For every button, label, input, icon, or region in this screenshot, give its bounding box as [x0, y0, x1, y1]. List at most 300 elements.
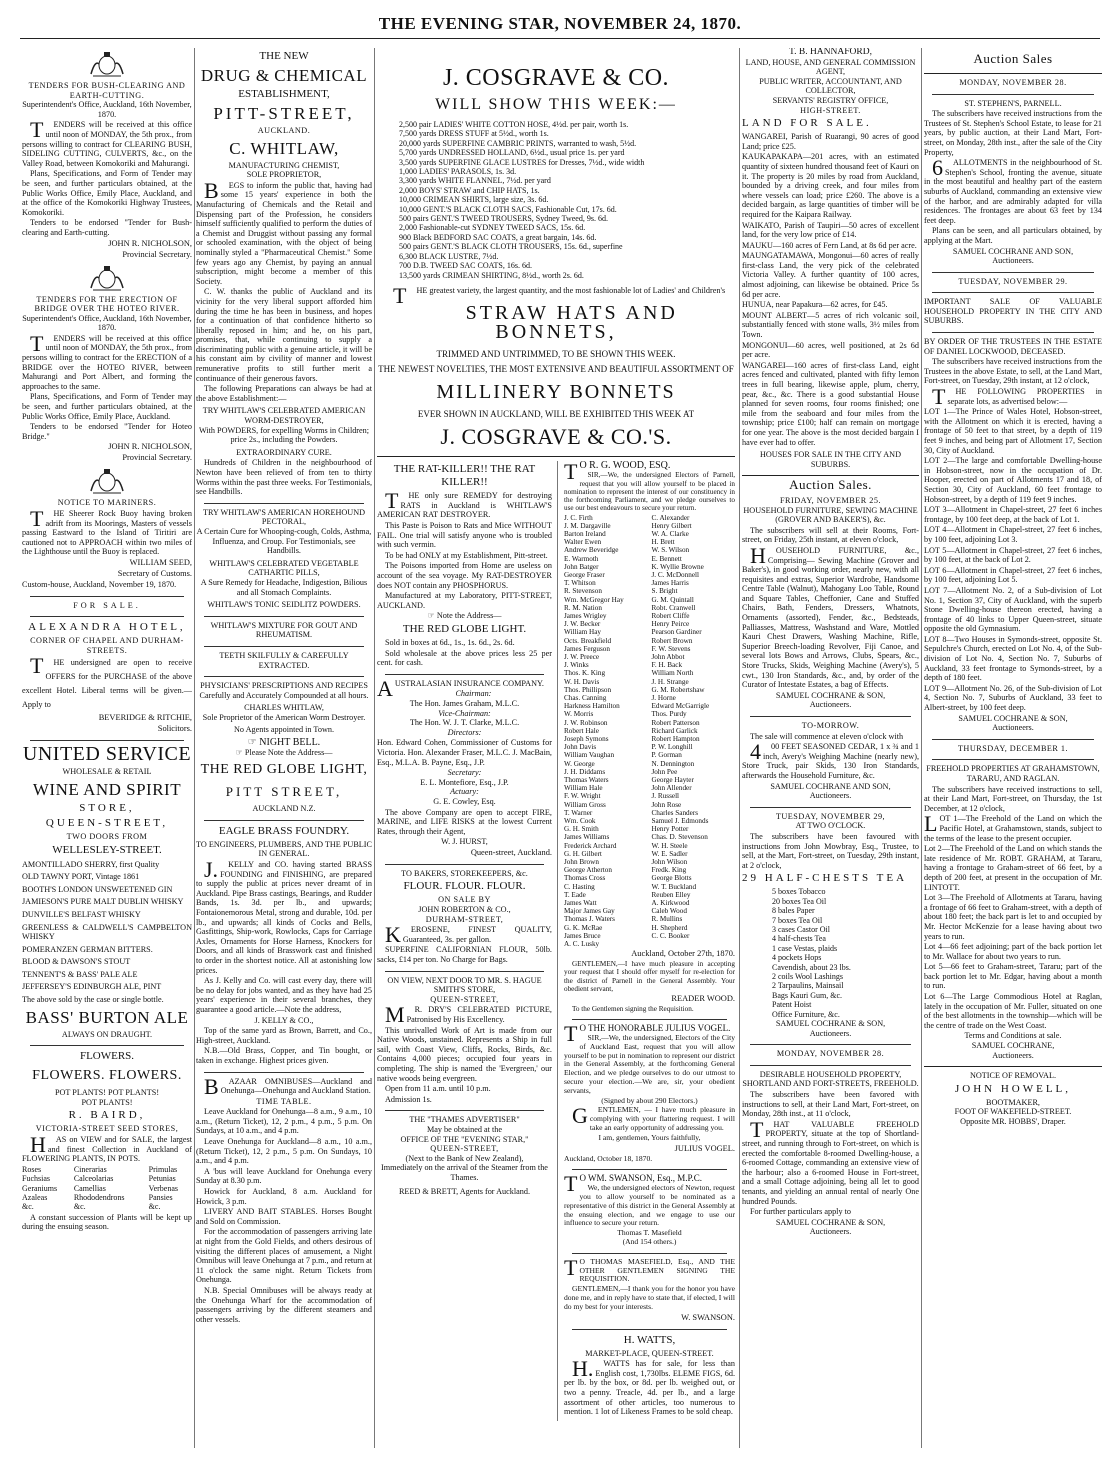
ad-title: ON VIEW, NEXT DOOR TO MR. S. HAGUE SMITH'S STORE, — [387, 975, 542, 995]
property-lot: Lot 4—66 feet adjoining; part of the back portion let to Mr. Wallace for about two years to run. — [924, 942, 1102, 961]
ad-body: MR. DRY'S CELEBRATED PICTURE, Patronised by His Excellency. — [385, 1002, 552, 1028]
signatory-name: R. Mullins — [651, 915, 683, 924]
ad-body: (Signed by about 290 Electors.) — [601, 1095, 698, 1105]
property-lot: Lot 6—The Large Commodious Hotel at Raglan, lately in the occupation of Mr. Fuller, situated on one of the best allotments in the township—which will be the centre of trade on the West Coast. — [924, 992, 1102, 1030]
list-item: 2 Tarpaulins, Mainsail — [772, 981, 844, 991]
terms-note: Terms and Conditions at sale. — [964, 1031, 1062, 1041]
signatory-name: W. E. Sadler — [651, 849, 688, 858]
ad-auction-monday — [742, 1049, 919, 1237]
signatory-name: W. T. Buckland — [651, 882, 697, 891]
drug-role: SOLE PROPRIETOR, — [246, 170, 322, 180]
royal-crest-icon — [87, 467, 127, 495]
list-item: 4 pockets Hops — [772, 953, 822, 963]
ad-signature-title: Auctioneers. — [809, 1028, 852, 1038]
signatory-name: Chas. D. Stevenson — [651, 833, 708, 842]
divider — [204, 820, 364, 821]
merchant-street: DURHAM-STREET, — [425, 914, 504, 924]
list-item: 3,300 yards WHITE FLANNEL, 7½d. per yard — [399, 176, 551, 186]
signatory-name: N. Dennington — [651, 759, 695, 768]
ad-body: I am, gentlemen, Yours faithfully, — [598, 1132, 701, 1142]
ad-title: AUSTRALASIAN INSURANCE COMPANY. — [377, 675, 544, 701]
role-name: The Hon. W. J. T. Clarke, M.L.C. — [409, 718, 520, 728]
ad-body: 6ALLOTMENTS in the neighbourhood of St. Stephen's School, fronting the avenue, situate in the most beautiful and healthy part of the eastern suburbs of Auckland, commanding an extensive view of the harbor, and are admirably adapted for villa residences. The frontages are about 63 feet by 134 feet deep. — [924, 155, 1102, 225]
property-lot: LOT 9—Allotment No. 26, of the Sub-division of Lot 4, Section No. 7, Suburbs of Auckland, 33 feet to Albert-street, by 100 feet deep. — [924, 683, 1102, 713]
land-lot: HUNUA, near Papakura—62 acres, for £45. — [742, 300, 888, 310]
signatory-name: John Pee — [651, 767, 678, 776]
ad-title: EAGLE BRASS FOUNDRY. — [218, 824, 350, 837]
ad-signature-title: Sole Proprietor of the American Worm Destroyer. — [202, 712, 366, 722]
signatory-name: Reuben Elley — [651, 890, 691, 899]
store-title: UNITED SERVICE — [22, 743, 192, 766]
ad-body: GENTLEMEN,—I have much pleasure in accepting your request that I should offer myself for re-election for the district of Parnell in the General Assembly. Your obedient servant, — [563, 960, 735, 993]
ad-cosgrave — [377, 64, 735, 450]
divider — [385, 674, 544, 675]
role-label: Actuary: — [450, 787, 479, 797]
signatory-name: F. H. Back — [651, 661, 683, 670]
table-row — [22, 1165, 192, 1174]
product-desc: A Certain Cure for Whooping-cough, Colds, Asthma, Influenza, and Croup. For Testimonials, see Handbills. — [196, 526, 372, 556]
store-note: The above sold by the case or single bottle. — [22, 995, 164, 1005]
ad-subtitle: TO ENGINEERS, PLUMBERS, AND THE PUBLIC IN GENERAL. — [196, 839, 372, 859]
ad-signature: Thomas T. Masefield — [617, 1228, 682, 1238]
ad-flour — [377, 869, 552, 965]
ad-signature-title: Auctioneers. — [809, 1227, 852, 1237]
ad-body: BEGS to inform the public that, having had some 15 years' experience in both the Manufacturing of Chemicals and the Retail and Dispensing part of the Profession, he considers himself sufficiently qualified to perform the duties of a Chemist and Druggist without passing any formal or schooled examination, with the object of being nominally styled a "Pharmaceutical Chemist." Some few years ago any Chemist, by paying an annual subscription, might become a member of this Society. — [196, 177, 372, 286]
divider — [750, 716, 911, 717]
ad-title: H. WATTS, — [623, 1333, 676, 1346]
ad-body: The following Preparations can always be had at the above Establishment:— — [196, 384, 372, 403]
property-lot: LOT 1—The Prince of Wales Hotel, Hobson-street, with the Allotment on which it is erected, having a frontage of 50 feet to that street, by a depth of 119 feet 9 inches, and being part of Allotment 17, Section 30, City of Auckland. — [924, 407, 1102, 455]
table-cell: Camellias — [73, 1183, 106, 1193]
ad-body: Leave Auckland for Onehunga—8 a.m., 9 a.m., 10 a.m., (Return Ticket), 12, 2 p.m., 4 p.m., 5 p.m. On Sundays, at 10 a.m., and 4 p.m. — [196, 1107, 372, 1136]
list-item: 2,000 Fashionable-cut SYDNEY TWEED SACS, 15s. 6d. — [399, 223, 586, 233]
signatory-name: John Batger — [563, 562, 599, 571]
drug-name: C. WHITLAW, — [229, 138, 339, 158]
list-item: 2 coils Wool Lashings — [772, 971, 843, 981]
store-title: BASS' BURTON ALE — [25, 1007, 189, 1027]
ad-subtitle: MARKET-PLACE, QUEEN-STREET. — [585, 1348, 714, 1358]
bootmaker-name: JOHN HOWELL, — [954, 1082, 1072, 1095]
ad-body: THE only sure REMEDY for destroying RATS in Auckland is WHITLAW'S AMERICAN RAT DESTROYER. — [377, 488, 552, 520]
list-item: 6,300 BLACK LUSTRE, 7½d. — [399, 251, 499, 261]
ad-body: The subscribers have received instructions from the Trustees of St. Stephen's School Estate, to lease for 21 years, by public auction, at their Land Mart, Fort-street, on Monday, 28th inst., after the sale of the City Property, — [924, 109, 1102, 157]
signatory-name: James Ferguson — [563, 644, 610, 653]
ad-title: TO THOMAS MASEFIELD, Esq., AND THE OTHER GENTLEMEN SIGNING THE REQUISITION. — [563, 1254, 735, 1284]
role-name: E. L. Montefiore, Esq., J.P. — [420, 777, 509, 787]
store-item: JEFFERSEY'S EDINBURGH ALE, PINT — [22, 982, 162, 992]
divider — [204, 503, 364, 504]
divider — [750, 807, 911, 808]
ad-date: Custom-house, Auckland, November 19, 1870. — [22, 579, 177, 589]
store-item: BOOTH'S LONDON UNSWEETENED GIN — [22, 884, 173, 894]
ad-body: This Paste is Poison to Rats and Mice WITHOUT FAIL. One trial will satisfy anyone who is troubled with such vermin. — [377, 521, 552, 550]
signatory-name: Samuel J. Edmonds — [651, 817, 709, 826]
drug-role: MANUFACTURING CHEMIST, — [228, 160, 340, 170]
ad-title: FOR SALE. — [73, 600, 141, 610]
ad-body: Plans, Specifications, and Form of Tender may be seen, and further particulars obtained, at the Public Works Office, Emily Place, Auckland, and at the office of the Komokoriki Highway Trustees, Komokoriki. — [22, 169, 192, 217]
ad-auction-tuesday — [742, 812, 919, 1038]
signatory-name: Henry Gilbert — [651, 521, 692, 530]
ad-title: THE "THAMES ADVERTISER" — [409, 1115, 520, 1125]
ad-eagle-brass — [196, 825, 372, 1066]
ad-title: TO WM. SWANSON, Esq., M.P.C. — [563, 1171, 703, 1197]
sale-date: TUESDAY, NOVEMBER 29. — [958, 276, 1068, 286]
signatory-name: Robert Cliffe — [651, 611, 690, 620]
property-lot: Lot 5—66 feet to Graham-street, Tararu; part of the back portion let to Mr. Edgar, having about a month to run. — [924, 962, 1102, 991]
ad-insurance — [377, 675, 552, 858]
signatory-name: John Wilson — [651, 858, 688, 867]
ad-united-service — [22, 745, 192, 1039]
globe-title: THE RED GLOBE LIGHT. — [402, 623, 527, 635]
signatory-name: John Davis — [563, 743, 597, 752]
table-row — [22, 1174, 192, 1183]
signatory-name: James Bruce — [563, 931, 601, 940]
table-cell: Primulas — [148, 1164, 178, 1174]
ad-body: Immediately on the arrival of the Steamer from the Thames. — [381, 1163, 548, 1182]
list-item: 500 pairs GENT.'S TWEED TROUSERS, Sydney Tweed, 9s. 6d. — [399, 214, 608, 224]
divider — [30, 1045, 184, 1046]
signatory-name: George Atherton — [563, 866, 612, 875]
ad-body: To the Gentlemen signing the Requisition. — [571, 1005, 694, 1014]
column-divider — [739, 48, 740, 1448]
ad-hannaford — [742, 48, 919, 469]
list-item: 20 boxes Tea Oil — [772, 896, 827, 906]
list-item: 7 boxes Tea Oil — [772, 915, 823, 925]
store-sub: ALWAYS ON DRAUGHT. — [61, 1029, 153, 1039]
list-item: 10,000 GENT.'S BLACK CLOTH SACS, Fashionable Cut, 17s. 6d. — [399, 204, 617, 214]
list-item: 13,500 yards CRIMEAN SHIRTING, 8½d., worth 2s. 6d. — [399, 270, 584, 280]
product-desc: With POWDERS, for expelling Worms in Children; price 2s., including the Powders. — [198, 425, 370, 445]
ad-title: TO BAKERS, STOREKEEPERS, &c. — [401, 868, 528, 878]
ad-body: Tenders to be endorsed "Tender for Bush-clearing and Earth-cutting. — [22, 218, 192, 237]
signatory-name: G. H. Gilbert — [563, 849, 602, 858]
list-item: 700 D.B. TWEED SAC COATS, 16s. 6d. — [399, 261, 532, 271]
cosgrave-title: J. COSGRAVE & CO. — [442, 65, 670, 91]
property-lot: Lot 2—The Freehold of the Land on which stands the late residence of Mr. ROBT. GRAHAM, at Tararu, having a frontage to Graham-street of 66 feet, by a depth of 200 feet, at present in the occupation of Mr. LINTOTT. — [924, 844, 1102, 892]
signatory-name: Robert Brown — [651, 636, 693, 645]
ad-title: TO R. G. WOOD, ESQ. — [563, 459, 671, 485]
pointing-hand-icon: ☞ — [247, 737, 260, 749]
signatory-columns — [564, 514, 735, 949]
royal-crest-icon — [87, 264, 127, 292]
land-lot: MOUNT ALBERT—5 acres of rich volcanic soil, substantially fenced with stone walls, 3½ miles from Town. — [742, 310, 919, 340]
product-title: TRY WHITLAW'S AMERICAN HOREHOUND PECTORAL, — [202, 507, 366, 527]
divider — [924, 73, 1102, 74]
ad-body: N.B.—Old Brass, Copper, and Tin bought, or taken in exchange. Highest prices given. — [196, 1046, 372, 1065]
ad-signature: READER WOOD. — [671, 994, 735, 1004]
table-cell: Pansies — [148, 1193, 173, 1203]
goods-list — [742, 887, 919, 1019]
signatory-name: C. C. Booker — [651, 931, 690, 940]
table-cell: &c. — [73, 1202, 86, 1212]
agent-role: LAND, HOUSE, AND GENERAL COMMISSION AGENT, — [745, 57, 916, 77]
signatory-name: Major James Gay — [563, 907, 615, 916]
divider — [204, 616, 364, 617]
ad-wood-requisition — [563, 459, 735, 1014]
signatory-name: E. Warmoth — [563, 554, 599, 563]
signatory-name: Wm. McGregor Hay — [563, 595, 624, 604]
signatory-name: W. Morris — [563, 710, 594, 719]
list-item: 3 cases Castor Oil — [772, 924, 830, 934]
cosgrave-footer: J. COSGRAVE & CO.'S. — [440, 424, 672, 450]
signatory-name: James Harris — [651, 579, 689, 588]
signatory-name: John Allender — [651, 784, 692, 793]
ad-body: OFFICE OF THE "EVENING STAR," — [400, 1134, 529, 1144]
signatory-name: James Watt — [563, 899, 597, 908]
signatory-name: Andrew Beveridge — [563, 546, 619, 555]
sale-date: MONDAY, NOVEMBER 28. — [776, 1049, 885, 1059]
product-title: WHITLAW'S MIXTURE FOR GOUT AND RHEUMATISM. — [210, 620, 358, 640]
list-item: 1 case Vestas, plaids — [772, 943, 838, 953]
ad-swanson — [563, 1171, 735, 1247]
store-sub: STORE, — [79, 801, 135, 814]
divider — [572, 1169, 727, 1170]
ad-body: Plans can be seen, and all particulars obtained, by applying at the Mart. — [924, 226, 1102, 245]
store-item: TENNENT'S & BASS' PALE ALE — [22, 969, 138, 979]
signatory-name: Joseph Symons — [563, 734, 609, 743]
ad-body: To be had ONLY at my Establishment, Pitt-street. — [385, 550, 548, 560]
signatory-name: J. W. Robinson — [563, 718, 608, 727]
land-for-sale: LAND FOR SALE. — [742, 117, 872, 130]
signatory-name: Robert Hampton — [651, 734, 700, 743]
list-item: Bags Kauri Gum, &c. — [772, 990, 842, 1000]
list-item: 900 Black BEDFORD SAC COATS, a great bargain, 14s. 6d. — [399, 232, 597, 242]
list-item: 1,000 LADIES' PARASOLS, 1s. 3d. — [399, 167, 517, 177]
signatory-name: William Hay — [563, 628, 602, 637]
list-item: 500 pairs GENT.'S BLACK CLOTH TROUSERS, 15s. 6d., superfine — [399, 242, 623, 252]
thames-street: QUEEN-STREET, — [430, 1144, 499, 1154]
ad-body: THE greatest variety, the largest quantity, and the most fashionable lot of Ladies' and Children's — [393, 282, 726, 308]
store-item: JAMIESON'S PURE MALT DUBLIN WHISKY — [22, 897, 184, 907]
table-cell: &c. — [148, 1202, 161, 1212]
product-desc: Hundreds of Children in the neighbourhood of Newton have been relieved of from ten to thirty Worms within the past three weeks. For Testimonials, see Handbills. — [196, 458, 372, 497]
signatory-name: H. Brett — [651, 538, 675, 547]
signatory-name: W. S. Wilson — [651, 546, 690, 555]
table-cell: Azaleas — [22, 1193, 48, 1203]
ad-mariners — [22, 467, 192, 589]
flowers-address: VICTORIA-STREET SEED STORES, — [35, 1124, 179, 1134]
signatory-name: K. Wyllie Browne — [651, 562, 704, 571]
ad-body: Manufactured at my Laboratory, PITT-STREET, AUCKLAND. — [377, 591, 552, 610]
land-lot: MONGONUI—60 acres, well positioned, at 2s 6d per acre. — [742, 340, 919, 360]
table-cell: Petunias — [148, 1174, 176, 1184]
signatory-name: William Hale — [563, 784, 603, 793]
ad-signature: W. SWANSON. — [681, 1312, 735, 1322]
ad-body: KEROSENE, FINEST QUALITY, Guaranteed, 3s. per gallon. — [385, 922, 552, 948]
store-item: AMONTILLADO SHERRY, first Quality — [22, 859, 160, 869]
pointing-hand-icon: ☞ — [235, 747, 245, 757]
column-2 — [196, 48, 372, 1448]
table-cell: Geraniums — [22, 1183, 58, 1193]
divider — [932, 272, 1094, 273]
sale-title: DESIRABLE HOUSEHOLD PROPERTY, SHORTLAND AND FORT-STREETS, FREEHOLD. — [742, 1069, 919, 1089]
signatory-name: Thos. Phillipson — [563, 685, 612, 694]
land-lot: MAUKU—160 acres of Fern Land, at 8s 6d per acre. — [742, 240, 917, 250]
signatory-name: John Brown — [563, 858, 599, 867]
signatory-name: F. W. Wright — [563, 792, 601, 801]
table-cell: Cinerarias — [73, 1164, 107, 1174]
signatory-name: P. W. Longhill — [651, 743, 693, 752]
ad-vogel — [563, 1021, 735, 1163]
section-heading: Auction Sales — [973, 51, 1053, 66]
ad-signature-title: Auctioneers. — [992, 723, 1034, 733]
ad-body: HAS on VIEW and for SALE, the largest and finest Collection in Auckland of FLOWERING PLANTS, IN POTS. — [22, 1132, 192, 1164]
ad-title: TENDERS FOR THE ERECTION OF BRIDGE OVER THE HOTEO RIVER. — [34, 294, 180, 314]
table-row — [22, 1202, 192, 1211]
property-lot: LOT 8—Two Houses in Symonds-street, opposite St. Sepulchre's Church, erected on Lot No. 4, of the Sub-division of Lot No. 4, Section No. 7, Suburbs of Auckland, 33 feet frontage to Symonds-street, by a depth of 180 feet. — [924, 634, 1102, 683]
product-title: WHITLAW'S TONIC SEIDLITZ POWDERS. — [207, 600, 361, 610]
property-lot: LOT 2—The large and comfortable Dwelling-house in Hobson-street, now in the occupation of Dr. Hooper, erected on part of Allotments 17 and 18, of Section 30, City of Auckland, 60 feet frontage to Hobson-street, by a depth of 119 feet 9 inches. — [924, 456, 1102, 504]
divider — [750, 1065, 911, 1066]
ad-masefield — [563, 1254, 735, 1323]
ad-body: The subscribers have received instructions to sell, at their Land Mart, Fort-street, on Thursday, the 1st December, at 12 o'clock, — [924, 784, 1102, 813]
sale-title: HOUSEHOLD FURNITURE, SEWING MACHINE (GROVER AND BAKER'S), &c. — [743, 505, 918, 525]
signatory-name: Caleb Wood — [651, 907, 687, 916]
ad-body: C. W. thanks the public of Auckland and its vicinity for the very liberal support afforded him during the time he has been in business, and hopes for a continuation of that confidence hitherto so liberally reposed in him; and he, on his part, promises, that, while continuing to supply a discriminating public with a genuine article, it will be his constant aim by civility of manner and lowest remunerative profits to still further merit a continuance of their generous favors. — [196, 287, 372, 383]
ad-grahamstown — [924, 744, 1102, 1060]
sale-title: ST. STEPHEN'S, PARNELL. — [964, 98, 1062, 108]
signatory-name: J. H. Diddams — [563, 767, 606, 776]
ad-body: GENTLEMEN,—I thank you for the honor you have done me, and in reply have to state that, if elected, I will do my best for your interests. — [563, 1284, 735, 1311]
signatory-name: J. W. Becker — [563, 620, 601, 629]
ad-bush-clearing — [22, 50, 192, 260]
ad-signature: JULIUS VOGEL. — [674, 1143, 735, 1153]
signatory-name: W. H. Davis — [563, 677, 600, 686]
drug-street: PITT-STREET, — [213, 104, 355, 123]
royal-crest-icon — [87, 50, 127, 78]
signatory-name: Frederick Archard — [563, 841, 617, 850]
signatory-name: Octs. Breakfield — [563, 636, 612, 645]
store-sub: WHOLESALE & RETAIL — [62, 767, 152, 777]
signatory-name: James Williams — [563, 833, 610, 842]
list-item: 5 boxes Tobacco — [772, 887, 826, 897]
signatory-name: Henry Peirce — [651, 620, 690, 629]
divider — [932, 759, 1094, 760]
signatory-name: R. M. Nation — [563, 603, 602, 612]
agent-name: T. B. HANNAFORD, — [789, 48, 872, 57]
ad-signature: REED & BRETT, Agents for Auckland. — [398, 1186, 531, 1196]
table-row — [22, 1193, 192, 1202]
ad-body: Sold wholesale at the above prices less 25 per cent. for cash. — [377, 648, 552, 668]
ad-signature-title: Provincial Secretary. — [122, 453, 192, 463]
store-title: WINE AND SPIRIT — [32, 779, 182, 799]
ad-body: This unrivalled Work of Art is made from our Native Woods, unstained. Represents a Ship in full sail, with Coast View, Cliffs, Rocks, Birds, &c. Contains 4,000 pieces; occupied four years in completing. The ship is named the 'Evergreen,' our native woods being evergreen. — [377, 1025, 552, 1083]
product-title: TEETH SKILFULLY & CAREFULLY EXTRACTED. — [219, 650, 349, 670]
agent-role: SERVANTS' REGISTRY OFFICE, — [772, 95, 889, 105]
signatory-name: Robt. Cranwell — [651, 603, 696, 612]
signatory-name: C. Hasting — [563, 882, 595, 891]
globe-title: THE RED GLOBE LIGHT, — [200, 762, 368, 778]
signatory-name: T. Whitson — [563, 579, 596, 588]
ad-signature-title: (And 154 others.) — [622, 1237, 677, 1247]
signatory-name: Wm. Cook — [563, 817, 596, 826]
signatory-name: George Fraser — [563, 570, 605, 579]
divider — [742, 475, 919, 476]
ad-body: THE Sheerer Rock Buoy having broken adrift from its Moorings, Masters of vessels passing Eastward to the Island of Tiritiri are cautioned not to APPROACH within two miles of the Lighthouse until the Buoy is replaced. — [22, 506, 192, 557]
product-title: TRY WHITLAW'S CELEBRATED AMERICAN WORM-DESTROYER, — [202, 406, 366, 426]
store-items — [22, 860, 192, 993]
ad-title: NOTICE TO MARINERS. — [57, 498, 157, 508]
address-note-label: Note the Address— — [436, 611, 502, 621]
ad-body: THAT VALUABLE FREEHOLD PROPERTY, situate at the top of Shortland-street, and running through to Fort-street, on which is erected the comfortable 8-roomed Dwelling-house, a 6-roomed Cottage, commanding an extensive view of the harbour; also a 6-roomed House in Fort-street, and a small Cottage adjoining, being all let to good tenants, and yielding an annual rental of nearly One hundred Pounds. — [742, 1116, 919, 1206]
ad-title: NOTICE OF REMOVAL. — [969, 1071, 1057, 1081]
list-item: 2,500 pair LADIES' WHITE COTTON HOSE, 4½d. per pair, worth 1s. — [399, 120, 629, 129]
masthead-rule — [20, 38, 1100, 39]
ad-body: SIR,—We, the undersigned, Electors of the City of Auckland East, request that you will allow yourself to be put in nomination to represent our district in the General Assembly, at the forthcoming General Election, and we pledge ourselves to do our utmost to secure your election.—We are, sir, your obedient servants, — [563, 1033, 735, 1095]
ad-body: N.B. Special Omnibuses will be always ready at the Onehunga Wharf for the accommodation of passengers arriving by the different steamers and other vessels. — [196, 1285, 372, 1324]
divider — [385, 971, 544, 972]
role-name: G. E. Cowley, Esq. — [433, 796, 496, 806]
signatory-list — [652, 514, 736, 949]
land-lot: WANGAREI—160 acres of first-class Land, eight acres fenced and cultivated, planted with fifty lemon trees in full bearing, likewise apple, plum, cherry, pear, &c., &c. There is a good substantial House planned for seven rooms, four rooms finished; one mile from the seaboard and four miles from the township; price £100; half can remain on mortgage for one year. The above is the most decided bargain I have ever had to offer. — [742, 360, 919, 447]
bootmaker-trade: BOOTMAKER, — [986, 1097, 1040, 1107]
signatory-name: J. W. Preece — [563, 652, 600, 661]
globe-city: AUCKLAND N.Z. — [252, 804, 316, 814]
divider — [932, 739, 1094, 740]
globe-street: PITT STREET, — [225, 784, 343, 800]
ad-signature: CHARLES WHITLAW, — [244, 703, 324, 713]
signatory-name: C. Alexander — [651, 513, 690, 522]
divider — [932, 292, 1094, 293]
ad-signature: WILLIAM SEED, — [129, 557, 192, 567]
ad-signature: SAMUEL COCHRANE & SON, — [775, 1019, 886, 1028]
divider — [385, 864, 544, 865]
column-5 — [924, 48, 1102, 1448]
ad-signature-title: Auctioneers. — [809, 700, 852, 710]
signatory-name: E. Bennett — [651, 554, 682, 563]
signatory-name: Thomas J. Waters — [563, 915, 615, 924]
property-lot: LOT 4—Allotment in Chapel-street, 27 feet 6 inches, by 100 feet, adjoining Lot 3. — [924, 525, 1102, 544]
ad-date: Auckland, October 27th, 1870. — [631, 949, 735, 959]
divider — [30, 596, 184, 597]
store-item: POMERANZEN GERMAN BITTERS. — [22, 944, 153, 954]
ad-signature: SAMUEL COCHRANE & SON, — [958, 713, 1068, 723]
houses-note: HOUSES FOR SALE IN THE CITY AND SUBURBS. — [759, 450, 901, 469]
ad-body: The sale will commence at eleven o'clock with — [750, 731, 904, 741]
ad-body: The above Company are open to accept FIRE, MARINE, and LIFE RISKS at the lowest Current Rates, through their Agent, — [377, 807, 552, 836]
ad-body: Open from 11 a.m. until 10 p.m. — [385, 1084, 491, 1094]
store-item: OLD TAWNY PORT, Vintage 1861 — [22, 872, 140, 882]
signatory-name: John Abbot — [651, 652, 685, 661]
timetable-title: TIME TABLE. — [256, 1096, 312, 1106]
divider — [204, 676, 364, 677]
ad-flowers — [22, 1050, 192, 1232]
sale-date: TUESDAY, NOVEMBER 29, — [775, 811, 886, 821]
flowers-sub: POT PLANTS! — [81, 1097, 133, 1107]
ad-body: Howick for Auckland, 8 a.m. Auckland for Howick, 3 p.m. — [196, 1187, 372, 1206]
signatory-name: J. M. Dargaville — [563, 521, 611, 530]
sale-date: TO-MORROW. — [801, 721, 860, 730]
store-item: BLOOD & DAWSON'S STOUT — [22, 957, 131, 967]
ad-signature-title: Auctioneers. — [809, 791, 852, 801]
night-bell-label: NIGHT BELL. — [259, 737, 321, 749]
signatory-name: W. A. Clarke — [651, 529, 689, 538]
land-lot: KAUKAPAKAPA—201 acres, with an estimated quantity of sixteen hundred thousand feet of Kauri on it. The property is 20 miles by road from Auckland, bounded by a driving creek, and four miles from where vessels can load; price £260. The above is a decided bargain, as large quantities of timber will be required for the Kaipara Railway. — [742, 152, 919, 219]
list-item: Cavendish, about 23 lbs. — [772, 962, 851, 972]
signatory-name: A. C. Lusky — [563, 940, 600, 949]
ad-signature: JOHN R. NICHOLSON, — [108, 238, 192, 248]
address-note — [377, 611, 552, 621]
divider — [932, 94, 1094, 95]
ever-text: EVER SHOWN IN AUCKLAND, WILL BE EXHIBITED THIS WEEK AT — [417, 408, 695, 419]
drug-title: THE NEW — [259, 50, 309, 62]
address-note — [196, 748, 372, 758]
view-street: QUEEN-STREET, — [430, 994, 499, 1004]
property-lot: LOT 1—The Freehold of the Land on which the Pacific Hotel, at Grahamstown, stands, subject to the terms of the lease to the present occupier. — [924, 811, 1102, 843]
signatory-name: Thos. K. King — [563, 669, 606, 678]
ad-body: The Poisons imported from Home are useless on account of the sea voyage. My RAT-DESTROYER does NOT contain any PHOSPHORUS. — [377, 561, 552, 590]
ad-body: SUPERFINE CALIFORNIAN FLOUR, 50lb. sacks, £14 per ton. No Charge for Bags. — [377, 945, 552, 965]
